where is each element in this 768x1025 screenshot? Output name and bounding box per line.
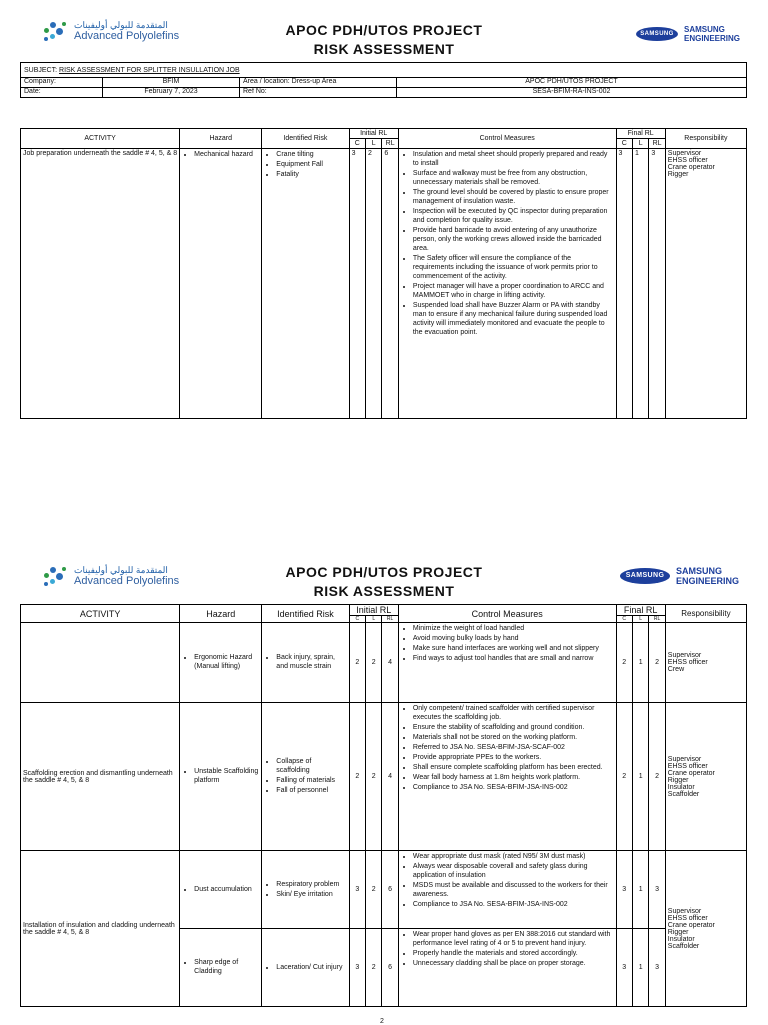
table-row [21,703,747,851]
initial-rl: 6 [382,149,398,419]
responsibility-item: Crane operator [667,164,715,171]
initial-c: 3 [349,929,365,1007]
responsibility-cell [665,703,746,851]
logo-arabic-text: المتقدمة للبولي أوليفينات [74,20,168,30]
initial-c: 2 [349,703,365,851]
risk-item: • Respiratory problem [276,880,346,889]
table-row [21,149,747,419]
risk-cell [262,929,349,1007]
col-activity: ACTIVITY [21,605,180,623]
responsibility-item: EHSS officer [667,762,708,770]
page-subtitle: RISK ASSESSMENT [313,583,455,599]
col-responsibility: Responsibility [665,605,746,623]
responsibility-item: EHSS officer [667,659,708,666]
col-final-c: C [616,139,632,149]
hazard-item: • Unstable Scaffolding platform [194,767,259,785]
col-hazard: Hazard [180,605,262,623]
date-value: February 7, 2023 [103,88,240,98]
page-title: APOC PDH/UTOS PROJECT [285,564,483,580]
control-cell [398,851,616,929]
hazard-cell [180,149,262,419]
table-row [21,623,747,703]
final-l: 1 [632,851,648,929]
final-l: 1 [632,703,648,851]
initial-rl: 6 [382,929,398,1007]
responsibility-item: Crew [667,666,685,673]
final-rl: 2 [649,703,665,851]
subject-value: RISK ASSESSMENT FOR SPLITTER INSULLATION JOB [59,66,240,74]
col-initial-rl: Initial RL [349,129,398,139]
col-initial-c: C [349,139,365,149]
risk-item: • Crane tilting [276,150,346,159]
page-subtitle: RISK ASSESSMENT [313,41,455,57]
col-initial-l: L [366,616,382,623]
company-value: BFIM [103,78,240,88]
control-item: • Provide hard barricade to avoid entering of any unauthorize person, only the working crews allowed inside the barricaded area. [413,226,614,253]
col-final-c: C [616,616,632,623]
final-rl: 3 [649,929,665,1007]
risk-item: • Fatality [276,170,346,179]
activity-cell [21,623,180,703]
project-value: APOC PDH/UTOS PROJECT [397,78,747,88]
hazard-item: • Ergonomic Hazard (Manual lifting) [194,653,259,671]
activity-cell: Scaffolding erection and dismantling underneath the saddle # 4, 5, & 8 [21,703,180,851]
page-number: 2 [380,1018,384,1025]
control-item: • Inspection will be executed by QC inspector during preparation and completion for quality issue. [413,207,614,225]
col-final-rl: Final RL [616,129,665,139]
risk-cell [262,703,349,851]
control-cell [398,149,616,419]
final-c: 3 [616,149,632,419]
hazard-item: • Dust accumulation [194,885,259,894]
logo-samsung-text: SAMSUNG [684,25,725,34]
control-item: • Wear appropriate dust mask (rated N95/ 3M dust mask) [413,852,614,861]
responsibility-item: Insulator [667,783,695,791]
control-item: • Provide appropriate PPEs to the workers. [413,753,614,762]
risk-item: • Fall of personnel [276,786,346,795]
initial-rl: 4 [382,623,398,703]
ref-value: SESA-BFIM-RA-INS-002 [397,88,747,98]
control-item: • Wear fall body harness at 1.8m heights work platform. [413,773,614,782]
subject-label: SUBJECT: [24,66,58,74]
control-item: • Insulation and metal sheet should properly prepared and ready to install [413,150,614,168]
col-final-l: L [632,139,648,149]
table-row [21,851,747,929]
control-item: • Project manager will have a proper coordination to ARCC and MAMMOET who in charge in lifting activity. [413,282,614,300]
initial-l: 2 [366,851,382,929]
col-final-rl-sub: RL [649,616,665,623]
logo-english-text: Advanced Polyolefins [74,30,180,42]
subject-cell [21,63,747,78]
initial-rl: 4 [382,703,398,851]
samsung-engineering-logo [636,25,740,43]
control-item: • Suspended load shall have Buzzer Alarm or PA with standby man to ensure if any mechanical failure during suspended load activity will immediately monitored and evacuate the people to the evacuation point. [413,301,614,337]
control-item: • Surface and walkway must be free from any obstruction, unnecessary materials shall be removed. [413,169,614,187]
samsung-engineering-logo [620,566,739,586]
col-initial-l: L [366,139,382,149]
company-label: Company: [21,78,103,88]
control-cell [398,623,616,703]
logo-english-text: Advanced Polyolefins [74,575,180,587]
col-initial-rl-sub: RL [382,139,398,149]
hazard-cell [180,851,262,929]
responsibility-cell [665,149,746,419]
risk-table-page-1 [20,128,747,419]
col-identified-risk: Identified Risk [262,605,349,623]
risk-cell [262,851,349,929]
responsibility-item: Rigger [667,776,689,784]
risk-cell [262,623,349,703]
col-final-l: L [632,616,648,623]
control-cell [398,703,616,851]
activity-cell: Installation of insulation and cladding underneath the saddle # 4, 5, & 8 [21,851,180,1007]
ref-label: Ref No: [240,88,397,98]
logo-engineering-text: ENGINEERING [676,576,740,586]
control-item: • Compliance to JSA No. SESA-BFIM-JSA-INS-002 [413,783,614,792]
final-rl: 3 [649,149,665,419]
activity-cell: Job preparation underneath the saddle # 4, 5, & 8 [21,149,180,419]
responsibility-item: Scaffolder [667,942,700,950]
col-initial-c: C [349,616,365,623]
control-item: • Shall ensure complete scaffolding platform has been erected. [413,763,614,772]
control-item: • Always wear disposable coverall and safety glass during application of insulation [413,862,614,880]
responsibility-item: Supervisor [667,150,702,157]
responsibility-item: EHSS officer [667,157,708,164]
final-c: 3 [616,929,632,1007]
responsibility-item: Crane operator [667,769,715,777]
final-c: 2 [616,623,632,703]
col-responsibility: Responsibility [665,129,746,149]
control-item: • Ensure the stability of scaffolding and ground condition. [413,723,614,732]
final-c: 2 [616,703,632,851]
samsung-oval-icon: SAMSUNG [620,568,670,584]
control-item: • Avoid moving bulky loads by hand [413,634,614,643]
control-item: • Unnecessary cladding shall be place on proper storage. [413,959,614,968]
risk-item: • Laceration/ Cut injury [276,963,346,972]
initial-l: 2 [366,623,382,703]
control-cell [398,929,616,1007]
initial-l: 2 [366,703,382,851]
hazard-cell [180,703,262,851]
initial-l: 2 [366,929,382,1007]
col-initial-rl: Initial RL [349,605,398,616]
col-hazard: Hazard [180,129,262,149]
control-item: • Find ways to adjust tool handles that are small and narrow [413,654,614,663]
control-item: • Make sure hand interfaces are working well and not slippery [413,644,614,653]
hazard-cell [180,929,262,1007]
control-item: • Wear proper hand gloves as per EN 388:2016 cut standard with performance level rating of 4 or 5 to prevent hand injury. [413,930,614,948]
final-rl: 2 [649,623,665,703]
col-initial-rl-sub: RL [382,616,398,623]
responsibility-item: Rigger [667,171,689,178]
area-label: Area / location: Dress-up Area [240,78,397,88]
control-item: • The ground level should be covered by plastic to ensure proper management of insulation waste. [413,188,614,206]
responsibility-cell [665,851,746,1007]
responsibility-item: Crane operator [667,921,715,929]
control-item: • Minimize the weight of load handled [413,624,614,633]
initial-c: 3 [349,149,365,419]
control-item: • MSDS must be available and discussed to the workers for their awareness. [413,881,614,899]
logo-samsung-text: SAMSUNG [676,566,723,576]
final-l: 1 [632,929,648,1007]
responsibility-item: Rigger [667,928,689,936]
final-l: 1 [632,149,648,419]
hazard-item: • Mechanical hazard [194,150,259,159]
final-rl: 3 [649,851,665,929]
col-control-measures: Control Measures [398,129,616,149]
risk-item: • Back injury, sprain, and muscle strain [276,653,346,671]
col-identified-risk: Identified Risk [262,129,349,149]
responsibility-item: Supervisor [667,755,702,763]
control-item: • The Safety officer will ensure the compliance of the requirements including the issuance of work permits prior to commencement of the activity. [413,254,614,281]
final-l: 1 [632,623,648,703]
control-item: • Compliance to JSA No. SESA-BFIM-JSA-INS-002 [413,900,614,909]
col-final-rl-sub: RL [649,139,665,149]
responsibility-item: Supervisor [667,652,702,659]
date-label: Date: [21,88,103,98]
control-item: • Materials shall not be stored on the working platform. [413,733,614,742]
responsibility-item: EHSS officer [667,914,708,922]
risk-item: • Collapse of scaffolding [276,757,346,775]
samsung-oval-icon: SAMSUNG [636,27,678,41]
logo-engineering-text: ENGINEERING [684,34,741,43]
initial-c: 3 [349,851,365,929]
initial-rl: 6 [382,851,398,929]
risk-table-page-2 [20,604,747,1007]
logo-arabic-text: المتقدمة للبولي أوليفينات [74,565,168,575]
col-control-measures: Control Measures [398,605,616,623]
hazard-item: • Sharp edge of Cladding [194,958,259,976]
responsibility-item: Supervisor [667,907,702,915]
responsibility-item: Scaffolder [667,790,700,798]
info-table [20,62,747,98]
initial-l: 2 [366,149,382,419]
hazard-cell [180,623,262,703]
risk-cell [262,149,349,419]
col-activity: ACTIVITY [21,129,180,149]
page-title: APOC PDH/UTOS PROJECT [285,22,483,38]
risk-item: • Equipment Fall [276,160,346,169]
risk-item: • Skin/ Eye irritation [276,890,346,899]
responsibility-cell [665,623,746,703]
final-c: 3 [616,851,632,929]
col-final-rl: Final RL [616,605,665,616]
risk-item: • Falling of materials [276,776,346,785]
initial-c: 2 [349,623,365,703]
control-item: • Only competent/ trained scaffolder with certified supervisor executes the scaffolding job. [413,704,614,722]
control-item: • Properly handle the materials and stored accordingly. [413,949,614,958]
control-item: • Referred to JSA No. SESA-BFIM-JSA-SCAF-002 [413,743,614,752]
responsibility-item: Insulator [667,935,695,943]
